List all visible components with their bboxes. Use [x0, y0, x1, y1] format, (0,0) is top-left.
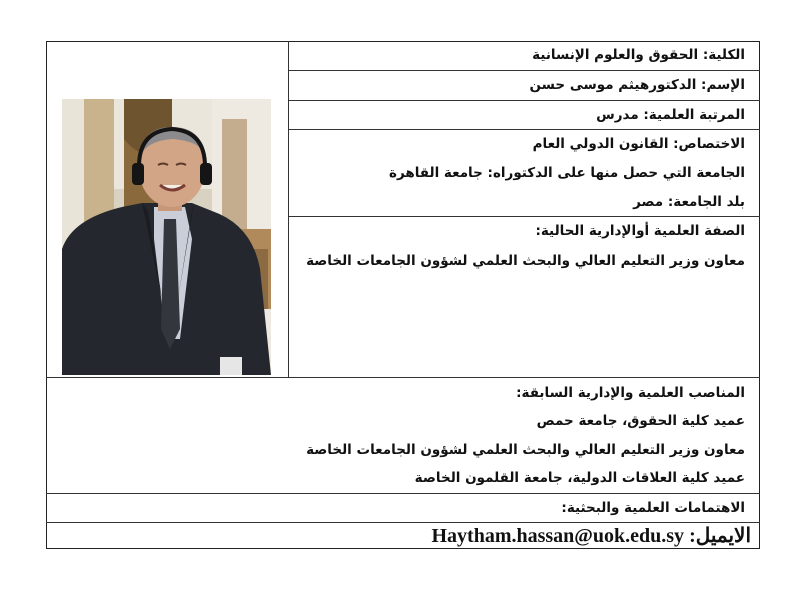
name-field: الإسم: الدكتورهيثم موسى حسن: [529, 77, 745, 93]
doctorate-university-field: الجامعة التي حصل منها على الدكتوراه: جامعة القاهرة: [388, 165, 745, 181]
row-divider: [288, 70, 760, 71]
university-country-field: بلد الجامعة: مصر: [633, 194, 745, 210]
previous-position-item: عميد كلية الحقوق، جامعة حمص: [536, 413, 745, 429]
portrait-photo: [62, 99, 271, 375]
current-positions-heading: الصفة العلمية أوالإدارية الحالية:: [535, 223, 745, 239]
person-photo-icon: [62, 99, 271, 375]
row-divider: [46, 522, 760, 523]
previous-position-item: معاون وزير التعليم العالي والبحث العلمي لشؤون الجامعات الخاصة: [306, 442, 745, 458]
previous-positions-heading: المناصب العلمية والإدارية السابقة:: [516, 385, 745, 401]
specialization-field: الاختصاص: القانون الدولي العام: [532, 136, 745, 152]
current-position-item: معاون وزير التعليم العالي والبحث العلمي لشؤون الجامعات الخاصة: [306, 253, 745, 269]
previous-position-item: عميد كلية العلاقات الدولية، جامعة القلمون الخاصة: [414, 470, 745, 486]
rank-field: المرتبة العلمية: مدرس: [596, 107, 745, 123]
row-divider: [288, 129, 760, 130]
email-label: الايميل:: [689, 525, 751, 547]
email-row: [431, 524, 751, 548]
row-divider: [46, 377, 760, 378]
row-divider: [288, 100, 760, 101]
row-divider: [288, 216, 760, 217]
research-interests-heading: الاهتمامات العلمية والبحثية:: [561, 500, 745, 516]
photo-column-divider: [288, 41, 289, 377]
email-value[interactable]: Haytham.hassan@uok.edu.sy: [431, 525, 685, 547]
row-divider: [46, 493, 760, 494]
faculty-field: الكلية: الحقوق والعلوم الإنسانية: [532, 47, 745, 63]
